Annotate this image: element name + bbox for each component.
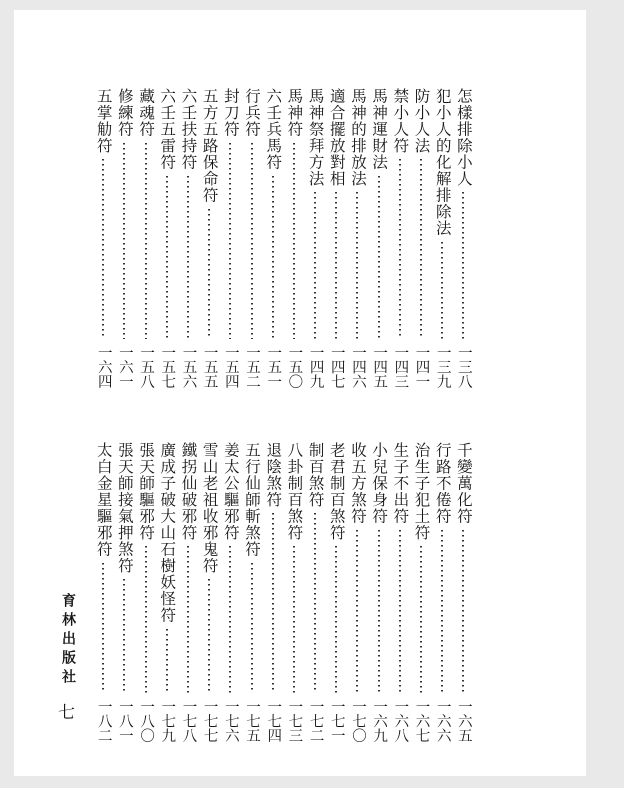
entry-title: 馬神祭拜方法 <box>306 88 325 187</box>
toc-entry <box>453 442 474 742</box>
entry-title: 行兵符 <box>243 88 262 138</box>
entry-title: 雪山老祖收邪鬼符 <box>200 442 219 574</box>
entry-title: 五方五路保命符 <box>200 88 219 204</box>
entry-page-number: 一六八 <box>392 698 409 742</box>
entry-page-number: 一五一 <box>265 344 282 388</box>
dot-leader <box>462 530 464 693</box>
entry-page-number: 一三八 <box>455 344 472 388</box>
entry-page-number: 一七四 <box>265 698 282 742</box>
dot-leader <box>187 546 189 693</box>
toc-entry <box>220 88 241 388</box>
entry-title: 禁小人符 <box>391 88 410 154</box>
dot-leader <box>293 546 295 693</box>
toc-entry <box>410 442 431 742</box>
entry-page-number: 一四五 <box>371 344 388 388</box>
dot-leader <box>145 143 147 339</box>
entry-page-number: 一六五 <box>455 698 472 742</box>
toc-entry <box>114 88 135 388</box>
dot-leader <box>145 546 147 693</box>
dot-leader <box>251 563 253 693</box>
entry-page-number: 一四三 <box>392 344 409 388</box>
entry-title: 六壬扶持符 <box>179 88 198 171</box>
entry-page-number: 一四一 <box>413 344 430 388</box>
entry-page-number: 一七三 <box>286 698 303 742</box>
dot-leader <box>102 563 104 693</box>
toc-entry <box>241 88 262 388</box>
dot-leader <box>272 176 274 339</box>
dot-leader <box>123 143 125 339</box>
entry-page-number: 一七九 <box>159 698 176 742</box>
dot-leader <box>462 192 464 339</box>
toc-entry <box>241 442 262 742</box>
dot-leader <box>272 513 274 693</box>
entry-page-number: 一四六 <box>349 344 366 388</box>
toc-entry <box>410 88 431 388</box>
entry-page-number: 一七八 <box>180 698 197 742</box>
entry-page-number: 一五〇 <box>286 344 303 388</box>
entry-title: 五行仙師斬煞符 <box>243 442 262 558</box>
dot-leader <box>399 159 401 339</box>
toc-entry <box>177 88 198 388</box>
dot-leader <box>123 579 125 693</box>
toc-entry <box>453 88 474 388</box>
entry-title: 退陰煞符 <box>264 442 283 508</box>
publisher-name: 育林出版社 <box>60 593 76 688</box>
toc-entry <box>135 442 156 742</box>
dot-leader <box>441 242 443 339</box>
toc-entry <box>305 442 326 742</box>
dot-leader <box>314 192 316 339</box>
entry-page-number: 一六一 <box>116 344 133 388</box>
toc-entry <box>199 442 220 742</box>
entry-page-number: 一七七 <box>201 698 218 742</box>
dot-leader <box>420 546 422 693</box>
toc-entry <box>432 442 453 742</box>
entry-page-number: 一六七 <box>413 698 430 742</box>
entry-title: 治生子犯土符 <box>412 442 431 541</box>
entry-page-number: 一五二 <box>244 344 261 388</box>
entry-title: 八卦制百煞符 <box>285 442 304 541</box>
entry-title: 收五方煞符 <box>348 442 367 525</box>
entry-title: 六壬兵馬符 <box>264 88 283 171</box>
entry-page-number: 一五五 <box>201 344 218 388</box>
toc-entry <box>347 88 368 388</box>
toc-entry <box>389 88 410 388</box>
entry-title: 適合擺放對相 <box>327 88 346 187</box>
toc-entry <box>156 88 177 388</box>
entry-page-number: 一五六 <box>180 344 197 388</box>
entry-page-number: 一三九 <box>434 344 451 388</box>
dot-leader <box>335 546 337 693</box>
toc-entry <box>368 88 389 388</box>
toc-block-top <box>93 88 474 388</box>
book-page <box>14 10 586 776</box>
entry-title: 修練符 <box>115 88 134 138</box>
entry-page-number: 一七〇 <box>349 698 366 742</box>
entry-page-number: 一四九 <box>307 344 324 388</box>
entry-page-number: 一五四 <box>222 344 239 388</box>
toc-entry <box>368 442 389 742</box>
dot-leader <box>187 176 189 339</box>
dot-leader <box>102 159 104 339</box>
toc-entry <box>114 442 135 742</box>
toc-block-bottom <box>93 442 474 742</box>
dot-leader <box>166 629 168 693</box>
entry-title: 生子不出符 <box>391 442 410 525</box>
dot-leader <box>335 192 337 339</box>
dot-leader <box>208 209 210 339</box>
toc-entry <box>283 88 304 388</box>
dot-leader <box>314 513 316 693</box>
entry-page-number: 一七二 <box>307 698 324 742</box>
entry-title: 鐵拐仙破邪符 <box>179 442 198 541</box>
dot-leader <box>166 176 168 339</box>
entry-title: 千變萬化符 <box>454 442 473 525</box>
dot-leader <box>251 143 253 339</box>
page-number: 七 <box>58 703 75 723</box>
entry-page-number: 一七一 <box>328 698 345 742</box>
toc-entry <box>262 88 283 388</box>
entry-page-number: 一八一 <box>116 698 133 742</box>
toc-entry <box>326 442 347 742</box>
entry-title: 姜太公驅邪符 <box>221 442 240 541</box>
entry-title: 張天師驅邪符 <box>137 442 156 541</box>
entry-page-number: 一八〇 <box>138 698 155 742</box>
entry-page-number: 一五七 <box>159 344 176 388</box>
dot-leader <box>293 143 295 339</box>
toc-entry <box>283 442 304 742</box>
entry-title: 封刀符 <box>221 88 240 138</box>
entry-page-number: 一六四 <box>95 344 112 388</box>
entry-title: 馬神的排放法 <box>348 88 367 187</box>
entry-page-number: 一八二 <box>95 698 112 742</box>
toc-entry <box>177 442 198 742</box>
entry-title: 犯小人的化解排除法 <box>433 88 452 237</box>
dot-leader <box>399 530 401 693</box>
entry-title: 制百煞符 <box>306 442 325 508</box>
toc-entry <box>220 442 241 742</box>
dot-leader <box>229 546 231 693</box>
entry-page-number: 一六九 <box>371 698 388 742</box>
entry-page-number: 一七六 <box>222 698 239 742</box>
entry-title: 六壬五雷符 <box>158 88 177 171</box>
toc-entry <box>156 442 177 742</box>
toc-entry <box>93 442 114 742</box>
dot-leader <box>229 143 231 339</box>
entry-title: 怎樣排除小人 <box>454 88 473 187</box>
entry-title: 馬神運財法 <box>370 88 389 171</box>
toc-entry <box>93 88 114 388</box>
toc-entry <box>305 88 326 388</box>
toc-entry <box>135 88 156 388</box>
entry-page-number: 一四七 <box>328 344 345 388</box>
entry-title: 藏魂符 <box>137 88 156 138</box>
toc-entry <box>432 88 453 388</box>
dot-leader <box>208 579 210 693</box>
entry-title: 張天師接氣押煞符 <box>115 442 134 574</box>
dot-leader <box>441 530 443 693</box>
dot-leader <box>356 192 358 339</box>
entry-page-number: 一七五 <box>244 698 261 742</box>
toc-entry <box>347 442 368 742</box>
dot-leader <box>378 530 380 693</box>
entry-title: 防小人法 <box>412 88 431 154</box>
entry-title: 老君制百煞符 <box>327 442 346 541</box>
entry-page-number: 一五八 <box>138 344 155 388</box>
dot-leader <box>356 530 358 693</box>
toc-entry <box>199 88 220 388</box>
toc-entry <box>326 88 347 388</box>
entry-title: 太白金星驅邪符 <box>94 442 113 558</box>
dot-leader <box>378 176 380 339</box>
entry-title: 廣成子破大山石樹妖怪符 <box>158 442 177 624</box>
entry-title: 小兒保身符 <box>370 442 389 525</box>
toc-entry <box>262 442 283 742</box>
entry-page-number: 一六六 <box>434 698 451 742</box>
entry-title: 行路不倦符 <box>433 442 452 525</box>
entry-title: 五掌觔符 <box>94 88 113 154</box>
entry-title: 馬神符 <box>285 88 304 138</box>
toc-entry <box>389 442 410 742</box>
dot-leader <box>420 159 422 339</box>
